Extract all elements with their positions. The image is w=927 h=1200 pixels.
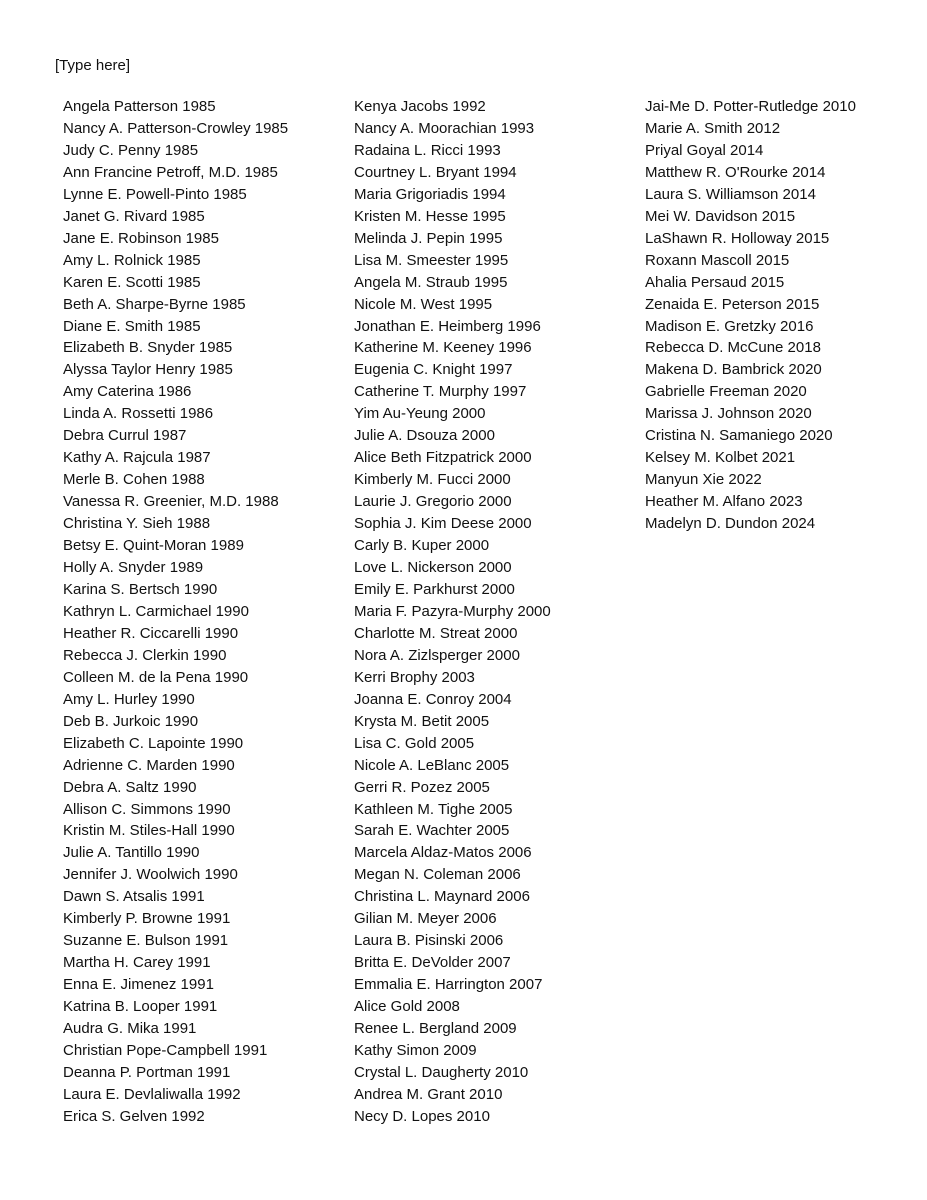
- list-item: Charlotte M. Streat 2000: [354, 624, 518, 642]
- list-item: Crystal L. Daugherty 2010: [354, 1063, 529, 1081]
- list-item: Kenya Jacobs 1992: [354, 98, 486, 115]
- list-item: Yim Au-Yeung 2000: [354, 405, 486, 423]
- list-item: Sophia J. Kim Deese 2000: [354, 515, 532, 533]
- name-list-column-2: [354, 96, 551, 1128]
- list-item: Linda A. Rossetti 1986: [63, 405, 214, 423]
- list-item: Heather R. Ciccarelli 1990: [63, 624, 239, 642]
- list-item: Enna E. Jimenez 1991: [63, 976, 214, 994]
- list-item: Amy Caterina 1986: [63, 383, 192, 401]
- list-item: Love L. Nickerson 2000: [354, 559, 512, 577]
- list-item: Melinda J. Pepin 1995: [354, 229, 503, 247]
- list-item: Lynne E. Powell-Pinto 1985: [63, 185, 247, 203]
- list-item: Kristen M. Hesse 1995: [354, 207, 506, 225]
- list-item: Kathryn L. Carmichael 1990: [63, 602, 249, 620]
- list-item: Lisa M. Smeester 1995: [354, 251, 509, 269]
- list-item: Betsy E. Quint-Moran 1989: [63, 537, 244, 555]
- list-item: Kathleen M. Tighe 2005: [354, 800, 513, 818]
- list-item: Kerri Brophy 2003: [354, 668, 475, 686]
- list-item: Martha H. Carey 1991: [63, 954, 211, 972]
- list-item: Carly B. Kuper 2000: [354, 537, 490, 555]
- list-item: Ahalia Persaud 2015: [645, 273, 785, 291]
- list-item: Kimberly P. Browne 1991: [63, 910, 231, 928]
- list-item: Debra A. Saltz 1990: [63, 778, 197, 796]
- list-item: Nicole M. West 1995: [354, 295, 493, 313]
- list-item: Kristin M. Stiles-Hall 1990: [63, 822, 235, 840]
- list-item: Ann Francine Petroff, M.D. 1985: [63, 163, 278, 181]
- list-item: Diane E. Smith 1985: [63, 317, 201, 335]
- list-item: Marie A. Smith 2012: [645, 119, 781, 137]
- list-item: Julie A. Tantillo 1990: [63, 844, 200, 862]
- list-item: Dawn S. Atsalis 1991: [63, 888, 205, 906]
- list-item: Deanna P. Portman 1991: [63, 1063, 231, 1081]
- list-item: Julie A. Dsouza 2000: [354, 427, 495, 445]
- list-item: Karina S. Bertsch 1990: [63, 580, 218, 598]
- list-item: Jai-Me D. Potter-Rutledge 2010: [645, 98, 856, 115]
- list-item: Adrienne C. Marden 1990: [63, 756, 235, 774]
- list-item: Manyun Xie 2022: [645, 471, 762, 489]
- list-item: Elizabeth B. Snyder 1985: [63, 339, 233, 357]
- list-item: Necy D. Lopes 2010: [354, 1107, 490, 1125]
- list-item: Zenaida E. Peterson 2015: [645, 295, 820, 313]
- list-item: Jane E. Robinson 1985: [63, 229, 219, 247]
- list-item: Deb B. Jurkoic 1990: [63, 712, 199, 730]
- list-item: Maria Grigoriadis 1994: [354, 185, 506, 203]
- list-item: Nancy A. Moorachian 1993: [354, 119, 535, 137]
- list-item: Kimberly M. Fucci 2000: [354, 471, 511, 489]
- list-item: Rebecca J. Clerkin 1990: [63, 646, 227, 664]
- list-item: Renee L. Bergland 2009: [354, 1020, 517, 1038]
- list-item: Amy L. Rolnick 1985: [63, 251, 201, 269]
- list-item: Lisa C. Gold 2005: [354, 734, 475, 752]
- list-item: Jennifer J. Woolwich 1990: [63, 866, 238, 884]
- list-item: Kathy Simon 2009: [354, 1041, 477, 1059]
- list-item: Madelyn D. Dundon 2024: [645, 515, 816, 533]
- list-item: Karen E. Scotti 1985: [63, 273, 201, 291]
- list-item: Britta E. DeVolder 2007: [354, 954, 511, 972]
- list-item: Janet G. Rivard 1985: [63, 207, 205, 225]
- list-item: Alice Beth Fitzpatrick 2000: [354, 449, 532, 467]
- list-item: Maria F. Pazyra-Murphy 2000: [354, 602, 551, 620]
- list-item: Allison C. Simmons 1990: [63, 800, 231, 818]
- list-item: Eugenia C. Knight 1997: [354, 361, 513, 379]
- list-item: Angela M. Straub 1995: [354, 273, 508, 291]
- list-item: Laurie J. Gregorio 2000: [354, 493, 512, 511]
- list-item: Marcela Aldaz-Matos 2006: [354, 844, 532, 862]
- list-item: Krysta M. Betit 2005: [354, 712, 490, 730]
- list-item: Emily E. Parkhurst 2000: [354, 580, 515, 598]
- list-item: Priyal Goyal 2014: [645, 141, 764, 159]
- list-item: Nicole A. LeBlanc 2005: [354, 756, 510, 774]
- list-item: Amy L. Hurley 1990: [63, 690, 195, 708]
- list-item: Kathy A. Rajcula 1987: [63, 449, 211, 467]
- list-item: Sarah E. Wachter 2005: [354, 822, 510, 840]
- list-item: Elizabeth C. Lapointe 1990: [63, 734, 244, 752]
- list-item: Beth A. Sharpe-Byrne 1985: [63, 295, 246, 313]
- list-item: Nancy A. Patterson-Crowley 1985: [63, 119, 289, 137]
- list-item: Marissa J. Johnson 2020: [645, 405, 812, 423]
- list-item: Alyssa Taylor Henry 1985: [63, 361, 233, 379]
- list-item: Audra G. Mika 1991: [63, 1020, 197, 1038]
- list-item: Madison E. Gretzky 2016: [645, 317, 814, 335]
- list-item: Suzanne E. Bulson 1991: [63, 932, 229, 950]
- list-item: Laura S. Williamson 2014: [645, 185, 816, 203]
- list-item: Joanna E. Conroy 2004: [354, 690, 512, 708]
- list-item: Erica S. Gelven 1992: [63, 1107, 205, 1125]
- list-item: Laura E. Devlaliwalla 1992: [63, 1085, 241, 1103]
- list-item: Judy C. Penny 1985: [63, 141, 199, 159]
- list-item: Heather M. Alfano 2023: [645, 493, 803, 511]
- list-item: Gerri R. Pozez 2005: [354, 778, 490, 796]
- list-item: Angela Patterson 1985: [63, 98, 216, 115]
- list-item: Emmalia E. Harrington 2007: [354, 976, 543, 994]
- list-item: Kelsey M. Kolbet 2021: [645, 449, 796, 467]
- list-item: Christian Pope-Campbell 1991: [63, 1041, 268, 1059]
- list-item: Radaina L. Ricci 1993: [354, 141, 501, 159]
- list-item: Alice Gold 2008: [354, 998, 460, 1016]
- list-item: Laura B. Pisinski 2006: [354, 932, 504, 950]
- name-list-column-3: [645, 96, 856, 535]
- list-item: Gilian M. Meyer 2006: [354, 910, 497, 928]
- list-item: Courtney L. Bryant 1994: [354, 163, 517, 181]
- list-item: Katrina B. Looper 1991: [63, 998, 218, 1016]
- list-item: Matthew R. O'Rourke 2014: [645, 163, 826, 181]
- list-item: Holly A. Snyder 1989: [63, 559, 204, 577]
- list-item: Colleen M. de la Pena 1990: [63, 668, 249, 686]
- list-item: Rebecca D. McCune 2018: [645, 339, 821, 357]
- list-item: Nora A. Zizlsperger 2000: [354, 646, 520, 664]
- list-item: Andrea M. Grant 2010: [354, 1085, 503, 1103]
- list-item: Jonathan E. Heimberg 1996: [354, 317, 541, 335]
- list-item: Catherine T. Murphy 1997: [354, 383, 527, 401]
- list-item: Gabrielle Freeman 2020: [645, 383, 807, 401]
- list-item: Katherine M. Keeney 1996: [354, 339, 532, 357]
- header-placeholder[interactable]: [Type here]: [55, 57, 131, 74]
- list-item: Megan N. Coleman 2006: [354, 866, 521, 884]
- name-list-column-1: [63, 96, 288, 1128]
- list-item: Cristina N. Samaniego 2020: [645, 427, 833, 445]
- list-item: Christina Y. Sieh 1988: [63, 515, 211, 533]
- list-item: Debra Currul 1987: [63, 427, 187, 445]
- list-item: Christina L. Maynard 2006: [354, 888, 530, 906]
- list-item: Makena D. Bambrick 2020: [645, 361, 822, 379]
- list-item: Merle B. Cohen 1988: [63, 471, 205, 489]
- list-item: Mei W. Davidson 2015: [645, 207, 796, 225]
- list-item: Roxann Mascoll 2015: [645, 251, 790, 269]
- list-item: LaShawn R. Holloway 2015: [645, 229, 830, 247]
- list-item: Vanessa R. Greenier, M.D. 1988: [63, 493, 279, 511]
